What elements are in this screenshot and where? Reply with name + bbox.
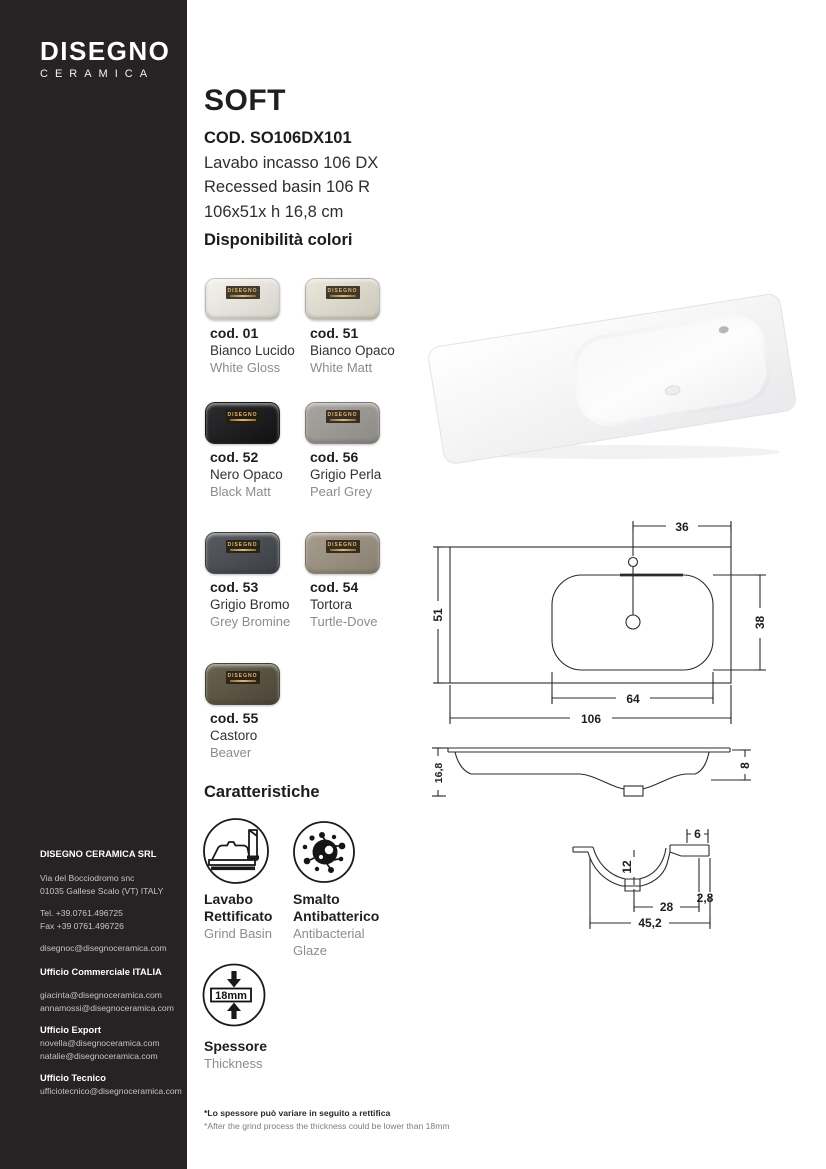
product-photo	[420, 260, 800, 472]
office-email: giacinta@disegnoceramica.com	[40, 990, 162, 1000]
drain-plan	[626, 615, 640, 629]
office-email: ufficiotecnico@disegnoceramica.com	[40, 1086, 182, 1096]
brand-stamp: DISEGNO	[326, 540, 360, 553]
color-name-en: White Matt	[310, 360, 373, 375]
tap-hole-plan	[629, 558, 638, 567]
color-code: cod. 01	[210, 325, 259, 341]
feature-antibacterial-label: Smalto Antibatterico Antibacterial Glaze	[293, 891, 380, 958]
product-name-en: Recessed basin 106 R	[204, 178, 371, 196]
color-code: cod. 51	[310, 325, 359, 341]
color-swatch	[305, 402, 380, 444]
color-name-en: Black Matt	[210, 484, 271, 499]
address-line: 01035 Gallese Scalo (VT) ITALY	[40, 886, 164, 896]
address-line: Via del Bocciodromo snc	[40, 873, 135, 883]
color-name-it: Grigio Bromo	[210, 597, 290, 612]
plan-outline	[450, 547, 731, 683]
footnote-it: *Lo spessore può variare in seguito a rettifica	[204, 1108, 391, 1118]
technical-drawing	[415, 500, 815, 940]
color-name-en: Turtle-Dove	[310, 614, 378, 629]
color-name-it: Bianco Lucido	[210, 343, 295, 358]
dim-total-depth: 51	[431, 608, 445, 622]
color-name-it: Tortora	[310, 597, 353, 612]
contact-info	[40, 848, 180, 1098]
color-name-it: Grigio Perla	[310, 467, 382, 482]
color-swatch	[205, 402, 280, 444]
color-code: cod. 54	[310, 579, 359, 595]
color-name-it: Bianco Opaco	[310, 343, 395, 358]
color-option	[205, 402, 305, 500]
series-title: SOFT	[204, 84, 286, 117]
color-code: cod. 55	[210, 710, 259, 726]
color-option	[205, 532, 305, 630]
color-code: cod. 53	[210, 579, 259, 595]
colors-grid	[204, 278, 404, 778]
color-swatch	[305, 278, 380, 320]
color-swatch	[305, 532, 380, 574]
feature-thickness-label: Spessore Thickness	[204, 1038, 268, 1071]
color-code: cod. 56	[310, 449, 359, 465]
company-name: DISEGNO CERAMICA SRL	[40, 849, 157, 859]
brand-name: DISEGNO	[40, 36, 171, 66]
office-section-commercial	[40, 966, 180, 1015]
color-name-en: Grey Bromine	[210, 614, 291, 629]
side-underside	[455, 752, 709, 790]
arrow-down-icon	[227, 971, 241, 988]
dim-drain-to-front: 45,2	[638, 916, 662, 930]
brand-stamp: DISEGNO	[326, 410, 360, 423]
sidebar	[0, 0, 187, 1169]
colors-heading: Disponibilità colori	[204, 231, 353, 249]
color-swatch	[205, 278, 280, 320]
color-name-it: Castoro	[210, 728, 258, 743]
color-swatch	[205, 663, 280, 705]
dim-hole-offset: 36	[675, 520, 689, 534]
arrow-up-icon	[227, 1003, 241, 1020]
product-info	[204, 126, 378, 224]
color-swatch	[205, 532, 280, 574]
dim-bowl-depth: 38	[753, 615, 767, 630]
color-option	[205, 278, 305, 376]
dim-drain-to-edge: 28	[659, 900, 674, 914]
section-drain	[625, 879, 640, 891]
brand-stamp: DISEGNO	[226, 410, 260, 423]
product-code: COD. SO106DX101	[204, 129, 352, 147]
company-phones	[40, 907, 180, 933]
thickness-value: 18mm	[215, 990, 247, 1002]
color-option	[305, 278, 405, 376]
company-address	[40, 872, 180, 898]
office-title: Ufficio Commerciale ITALIA	[40, 967, 162, 977]
dim-deck: 6	[694, 827, 701, 841]
antibacterial-icon	[292, 820, 356, 884]
brand-logo	[40, 38, 170, 80]
grind-basin-icon	[202, 817, 270, 885]
color-code: cod. 52	[210, 449, 259, 465]
dim-total-width: 106	[580, 712, 602, 726]
brand-stamp: DISEGNO	[226, 540, 260, 553]
dim-thickness: 2,8	[696, 891, 714, 905]
dim-inner-depth: 12	[620, 860, 634, 874]
color-name-en: White Gloss	[210, 360, 281, 375]
color-name-en: Beaver	[210, 745, 252, 760]
office-title: Ufficio Export	[40, 1025, 101, 1035]
product-name-it: Lavabo incasso 106 DX	[204, 153, 379, 172]
fax-line: Fax +39 0761.496726	[40, 921, 124, 931]
company-email: disegnoc@disegnoceramica.com	[40, 943, 167, 953]
office-email: natalie@disegnoceramica.com	[40, 1051, 158, 1061]
office-section-export	[40, 1024, 180, 1063]
dim-total-height: 16,8	[433, 762, 445, 784]
color-name-en: Pearl Grey	[310, 484, 373, 499]
office-email: novella@disegnoceramica.com	[40, 1038, 160, 1048]
color-option	[305, 402, 405, 500]
office-title: Ufficio Tecnico	[40, 1073, 106, 1083]
dim-front-edge: 8	[738, 762, 752, 769]
phone-line: Tel. +39.0761.496725	[40, 908, 123, 918]
footnotes	[204, 1107, 450, 1132]
office-section-technical	[40, 1072, 180, 1098]
features-heading: Caratteristiche	[204, 783, 320, 801]
thickness-icon	[201, 962, 267, 1028]
dim-bowl-width: 64	[626, 692, 640, 706]
feature-grind-label: Lavabo Rettificato Grind Basin	[204, 891, 273, 941]
brand-stamp: DISEGNO	[226, 671, 260, 684]
product-size: 106x51x h 16,8 cm	[204, 202, 344, 221]
brand-stamp: DISEGNO	[226, 286, 260, 299]
color-option	[205, 663, 305, 761]
brand-subname: CERAMICA	[40, 68, 155, 80]
office-email: annamossi@disegnoceramica.com	[40, 1003, 174, 1013]
color-name-it: Nero Opaco	[210, 467, 283, 482]
footnote-en: *After the grind process the thickness could be lower than 18mm	[204, 1120, 450, 1131]
color-option	[305, 532, 405, 630]
brand-stamp: DISEGNO	[326, 286, 360, 299]
side-drain	[624, 786, 643, 796]
